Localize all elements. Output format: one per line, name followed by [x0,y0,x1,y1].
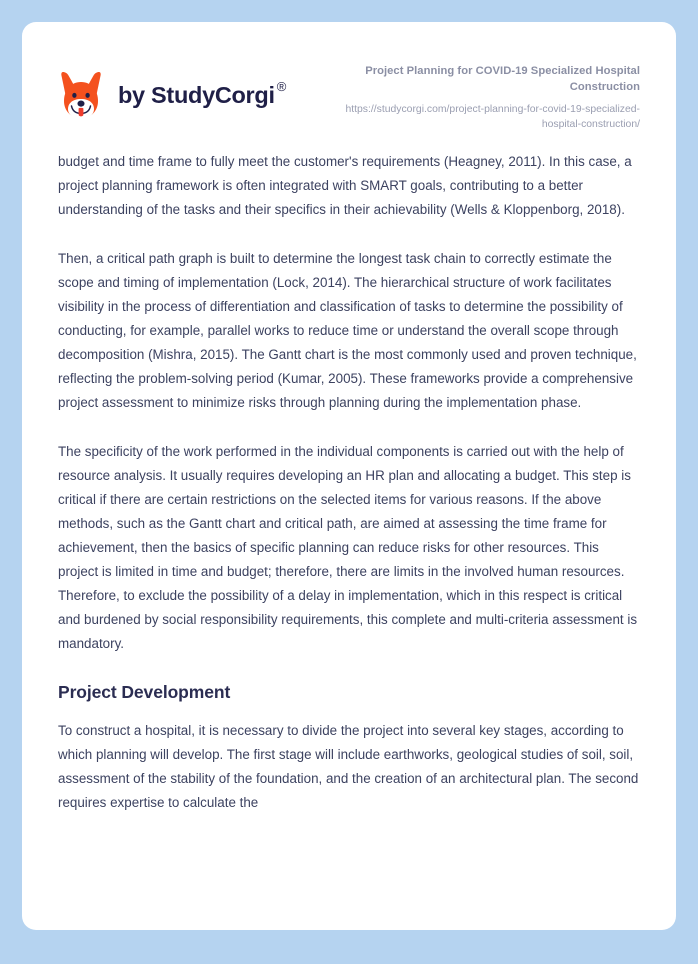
body-paragraph: budget and time frame to fully meet the customer's requirements (Heagney, 2011). In this case, a project planning framework is often integrated with SMART goals, contributing to a better understanding of the tasks and their specifics in their achievability (Wells & Kloppenborg, 2018). [58,154,632,217]
page-title: Project Planning for COVID-19 Specialized Hospital Construction [365,65,640,93]
registered-trademark-symbol: ® [276,78,286,94]
corgi-face-icon [58,70,104,120]
brand-name-text: by StudyCorgi [118,81,275,108]
brand-logo-block [58,56,286,120]
document-body [22,150,676,815]
document-page-card [22,22,676,930]
section-heading: Project Development [58,681,231,702]
document-header [22,22,676,150]
page-url[interactable]: https://studycorgi.com/project-planning-for-covid-19-specialized-hospital-construction/ [345,103,640,131]
header-meta-block [310,56,640,133]
body-paragraph: The specificity of the work performed in the individual components is carried out with the help of resource analysis. It usually requires developing an HR plan and allocating a budget. This step is critical if there are certain restrictions on the selected items for various reasons. If the above methods, such as the Gantt chart and critical path, are aimed at assessing the time frame for achievement, then the basics of specific planning can reduce risks for other resources. This project is limited in time and budget; therefore, there are limits in the involved human resources. Therefore, to exclude the possibility of a delay in implementation, which in this respect is critical and burdened by social responsibility requirements, this complete and multi-criteria assessment is mandatory. [58,443,638,651]
body-paragraph: Then, a critical path graph is built to determine the longest task chain to correctly estimate the scope and timing of implementation (Lock, 2014). The hierarchical structure of work facilitates visibility in the process of differentiation and classification of tasks to determine the possibility of conducting, for example, parallel works to reduce time or understand the overall scope through decomposition (Mishra, 2015). The Gantt chart is the most commonly used and proven technique, reflecting the problem-solving period (Kumar, 2005). These frameworks provide a comprehensive project assessment to minimize risks through planning during the implementation phase. [58,250,637,410]
body-paragraph: To construct a hospital, it is necessary to divide the project into several key stages, according to which planning will develop. The first stage will include earthworks, geological studies of soil, soil, assessment of the stability of the foundation, and the creation of an architectural plan. The second requires expertise to calculate the [58,723,639,811]
brand-name [118,78,286,108]
